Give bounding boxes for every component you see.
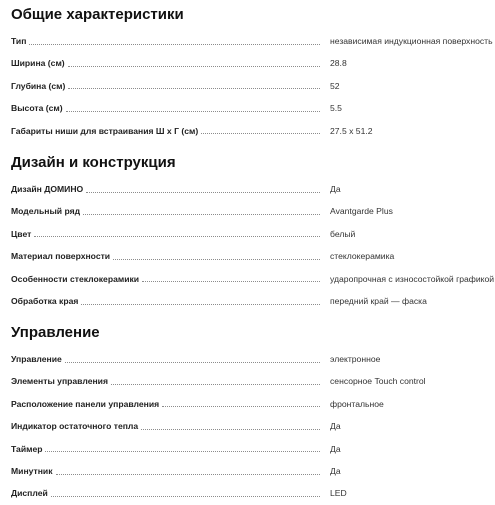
- dotted-leader: [81, 304, 320, 305]
- spec-row: [11, 245, 495, 267]
- dotted-leader: [162, 406, 320, 407]
- dotted-leader: [111, 384, 320, 385]
- spec-row: [11, 370, 495, 392]
- spec-value: 52: [330, 80, 340, 91]
- spec-label: Модельный ряд: [11, 206, 81, 217]
- dotted-leader: [141, 429, 320, 430]
- dotted-leader: [83, 214, 320, 215]
- spec-value: Да: [330, 465, 341, 476]
- spec-row: [11, 460, 495, 482]
- spec-row: [11, 482, 495, 504]
- spec-row: [11, 30, 495, 52]
- dotted-leader: [34, 236, 320, 237]
- spec-value: LED: [330, 488, 347, 499]
- spec-row: [11, 223, 495, 245]
- dotted-leader: [56, 474, 320, 475]
- spec-value: 27.5 x 51.2: [330, 125, 373, 136]
- spec-label: Обработка края: [11, 295, 79, 306]
- spec-value: Avantgarde Plus: [330, 206, 393, 217]
- spec-label: Элементы управления: [11, 376, 108, 387]
- spec-row: [11, 268, 495, 290]
- spec-value: фронтальное: [330, 398, 384, 409]
- dotted-leader: [142, 281, 320, 282]
- spec-label: Минутник: [11, 465, 53, 476]
- spec-label: Глубина (см): [11, 80, 66, 91]
- spec-value: электронное: [330, 354, 381, 364]
- spec-label: Управление: [11, 354, 62, 364]
- spec-label: Материал поверхности: [11, 251, 111, 262]
- dotted-leader: [113, 259, 320, 260]
- spec-label: Высота (см): [11, 103, 63, 114]
- section-controls: [11, 322, 495, 505]
- spec-value: Да: [330, 184, 341, 194]
- dotted-leader: [51, 496, 320, 497]
- section-title: Дизайн и конструкция: [11, 154, 176, 171]
- spec-row: [11, 415, 495, 437]
- spec-value: сенсорное Touch control: [330, 376, 426, 387]
- spec-label: Таймер: [11, 443, 43, 454]
- spec-label: Дизайн ДОМИНО: [11, 184, 84, 194]
- dotted-leader: [68, 66, 320, 67]
- spec-label: Расположение панели управления: [11, 398, 160, 409]
- spec-row: [11, 393, 495, 415]
- spec-list: [11, 30, 495, 142]
- section-title: Управление: [11, 324, 100, 341]
- dotted-leader: [45, 451, 320, 452]
- spec-value: передний край — фаска: [330, 295, 427, 306]
- spec-value: 28.8: [330, 58, 347, 69]
- section-title: Общие характеристики: [11, 6, 184, 23]
- spec-row: [11, 348, 495, 370]
- spec-label: Габариты ниши для встраивания Ш х Г (см): [11, 125, 199, 136]
- dotted-leader: [201, 133, 320, 134]
- spec-label: Дисплей: [11, 488, 48, 499]
- spec-label: Индикатор остаточного тепла: [11, 421, 139, 432]
- section-design-construction: [11, 152, 495, 312]
- spec-value: Да: [330, 443, 341, 454]
- spec-row: [11, 178, 495, 200]
- spec-list: [11, 178, 495, 312]
- spec-value: Да: [330, 421, 341, 432]
- spec-row: [11, 97, 495, 119]
- dotted-leader: [66, 111, 320, 112]
- spec-row: [11, 438, 495, 460]
- spec-value: независимая индукционная поверхность: [330, 36, 493, 46]
- spec-value: белый: [330, 228, 356, 239]
- section-general-specs: [11, 4, 495, 142]
- spec-label: Цвет: [11, 228, 32, 239]
- dotted-leader: [29, 44, 320, 45]
- spec-label: Ширина (см): [11, 58, 65, 69]
- spec-label: Тип: [11, 36, 27, 46]
- spec-row: [11, 120, 495, 142]
- spec-value: стеклокерамика: [330, 251, 395, 262]
- dotted-leader: [65, 362, 320, 363]
- spec-list: [11, 348, 495, 505]
- spec-value: ударопрочная с износостойкой графикой: [330, 273, 495, 284]
- dotted-leader: [86, 192, 320, 193]
- spec-row: [11, 200, 495, 222]
- spec-value: 5.5: [330, 103, 342, 114]
- dotted-leader: [68, 88, 320, 89]
- spec-row: [11, 75, 495, 97]
- spec-label: Особенности стеклокерамики: [11, 273, 140, 284]
- spec-row: [11, 290, 495, 312]
- spec-row: [11, 52, 495, 74]
